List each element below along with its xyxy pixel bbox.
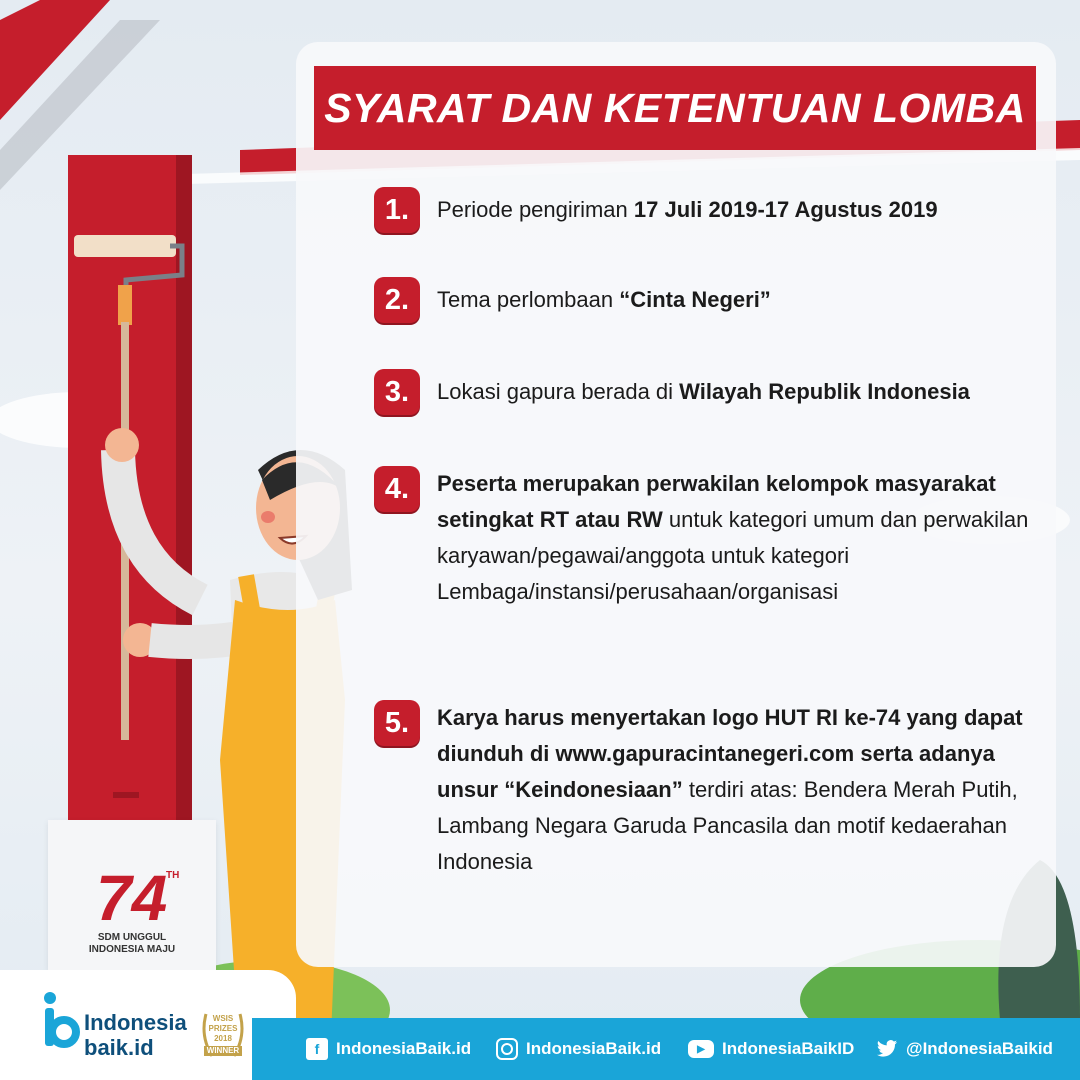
social-label: @IndonesiaBaikid xyxy=(906,1039,1053,1058)
wsis-winner-label: WINNER xyxy=(204,1046,242,1056)
item-text: Karya harus menyertakan logo HUT RI ke-74 yang dapat diunduh di www.gapuracintanegeri.com serta adanya unsur “Keindonesiaan” terdiri atas: Bendera Merah Putih, Lambang Negara Garuda Pancasila dan motif kedaerahan Indonesia xyxy=(437,705,1023,874)
youtube-icon: ▶ xyxy=(688,1040,714,1058)
svg-text:74: 74 xyxy=(96,862,168,930)
hut-tagline-2: INDONESIA MAJU xyxy=(88,944,176,955)
social-instagram[interactable] xyxy=(496,1018,661,1080)
brand-name xyxy=(84,1010,187,1060)
social-youtube[interactable] xyxy=(688,1018,854,1080)
wsis-label: WSIS xyxy=(212,1014,234,1023)
instagram-icon xyxy=(496,1038,518,1060)
number-badge: 3. xyxy=(374,369,420,415)
social-label: IndonesiaBaikID xyxy=(722,1039,855,1058)
number-badge: 1. xyxy=(374,187,420,233)
list-item-2 xyxy=(374,277,771,323)
list-item-4 xyxy=(374,466,1037,610)
number-badge: 4. xyxy=(374,466,420,512)
hut-ri-74-logo xyxy=(48,820,216,970)
item-text: Lokasi gapura berada di Wilayah Republik Indonesia xyxy=(437,379,970,404)
social-label: IndonesiaBaik.id xyxy=(336,1039,472,1058)
page-title: SYARAT DAN KETENTUAN LOMBA xyxy=(324,85,1026,131)
social-facebook[interactable] xyxy=(306,1018,471,1080)
list-item-1 xyxy=(374,187,938,233)
facebook-icon: f xyxy=(306,1038,328,1060)
list-item-3 xyxy=(374,369,970,415)
hut-tagline-1: SDM UNGGUL xyxy=(97,932,167,943)
number-badge: 5. xyxy=(374,700,420,746)
indonesiabaik-logo-icon xyxy=(42,990,80,1050)
brand-line-2: baik.id xyxy=(84,1035,154,1060)
wsis-year: 2018 xyxy=(214,1034,232,1043)
svg-text:TH: TH xyxy=(166,870,180,881)
social-label: IndonesiaBaik.id xyxy=(526,1039,662,1058)
twitter-icon xyxy=(876,1038,898,1060)
item-text: Periode pengiriman 17 Juli 2019-17 Agustus 2019 xyxy=(437,197,938,222)
wsis-prizes-label: PRIZES xyxy=(208,1024,238,1033)
list-item-5 xyxy=(374,700,1037,880)
number-badge: 2. xyxy=(374,277,420,323)
wsis-prizes-badge xyxy=(198,1006,248,1064)
item-text: Peserta merupakan perwakilan kelompok masyarakat setingkat RT atau RW untuk kategori umum dan perwakilan karyawan/pegawai/anggota untuk kategori Lembaga/instansi/perusahaan/organisasi xyxy=(437,471,1029,604)
item-text: Tema perlombaan “Cinta Negeri” xyxy=(437,287,771,312)
brand-line-1: Indonesia xyxy=(84,1010,187,1035)
hut-74-emblem-icon xyxy=(48,820,216,930)
title-banner xyxy=(314,66,1036,150)
social-twitter[interactable] xyxy=(876,1018,1053,1080)
